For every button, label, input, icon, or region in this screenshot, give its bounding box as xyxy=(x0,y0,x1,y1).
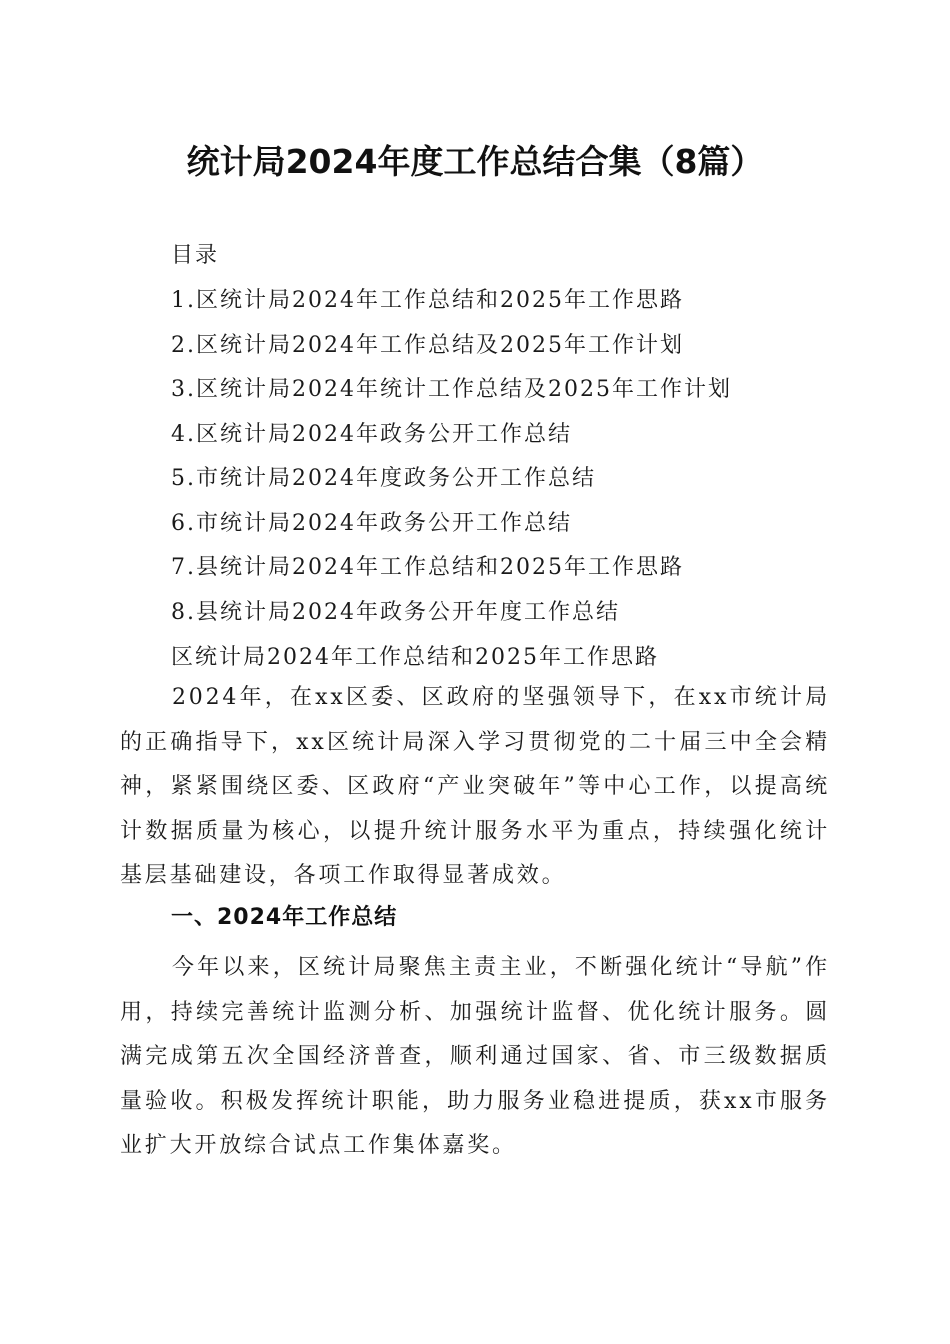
toc-item: 1.区统计局2024年工作总结和2025年工作思路 xyxy=(171,288,684,313)
section-heading: 一、2024年工作总结 xyxy=(171,905,398,930)
toc-item: 4.区统计局2024年政务公开工作总结 xyxy=(171,422,572,447)
toc-item: 2.区统计局2024年工作总结及2025年工作计划 xyxy=(171,333,684,358)
summary-paragraph: 今年以来，区统计局聚焦主责主业，不断强化统计“导航”作用，持续完善统计监测分析、加强统计监督、优化统计服务。圆满完成第五次全国经济普查，顺利通过国家、省、市三级数据质量验收。积极发挥统计职能，助力服务业稳进提质，获xx市服务业扩大开放综合试点工作集体嘉奖。 xyxy=(120,955,830,1158)
toc-item: 7.县统计局2024年工作总结和2025年工作思路 xyxy=(171,555,684,580)
intro-paragraph: 2024年，在xx区委、区政府的坚强领导下，在xx市统计局的正确指导下，xx区统计局深入学习贯彻党的二十届三中全会精神，紧紧围绕区委、区政府“产业突破年”等中心工作，以提高统计数据质量为核心，以提升统计服务水平为重点，持续强化统计基层基础建设，各项工作取得显著成效。 xyxy=(120,685,830,888)
toc-item: 3.区统计局2024年统计工作总结及2025年工作计划 xyxy=(171,377,732,402)
document-title: 统计局2024年度工作总结合集（8篇） xyxy=(186,142,764,181)
toc-item: 6.市统计局2024年政务公开工作总结 xyxy=(171,511,572,536)
section-title: 区统计局2024年工作总结和2025年工作思路 xyxy=(171,645,659,670)
toc-item: 5.市统计局2024年度政务公开工作总结 xyxy=(171,466,596,491)
toc-item: 8.县统计局2024年政务公开年度工作总结 xyxy=(171,600,620,625)
toc-label: 目录 xyxy=(171,243,220,268)
